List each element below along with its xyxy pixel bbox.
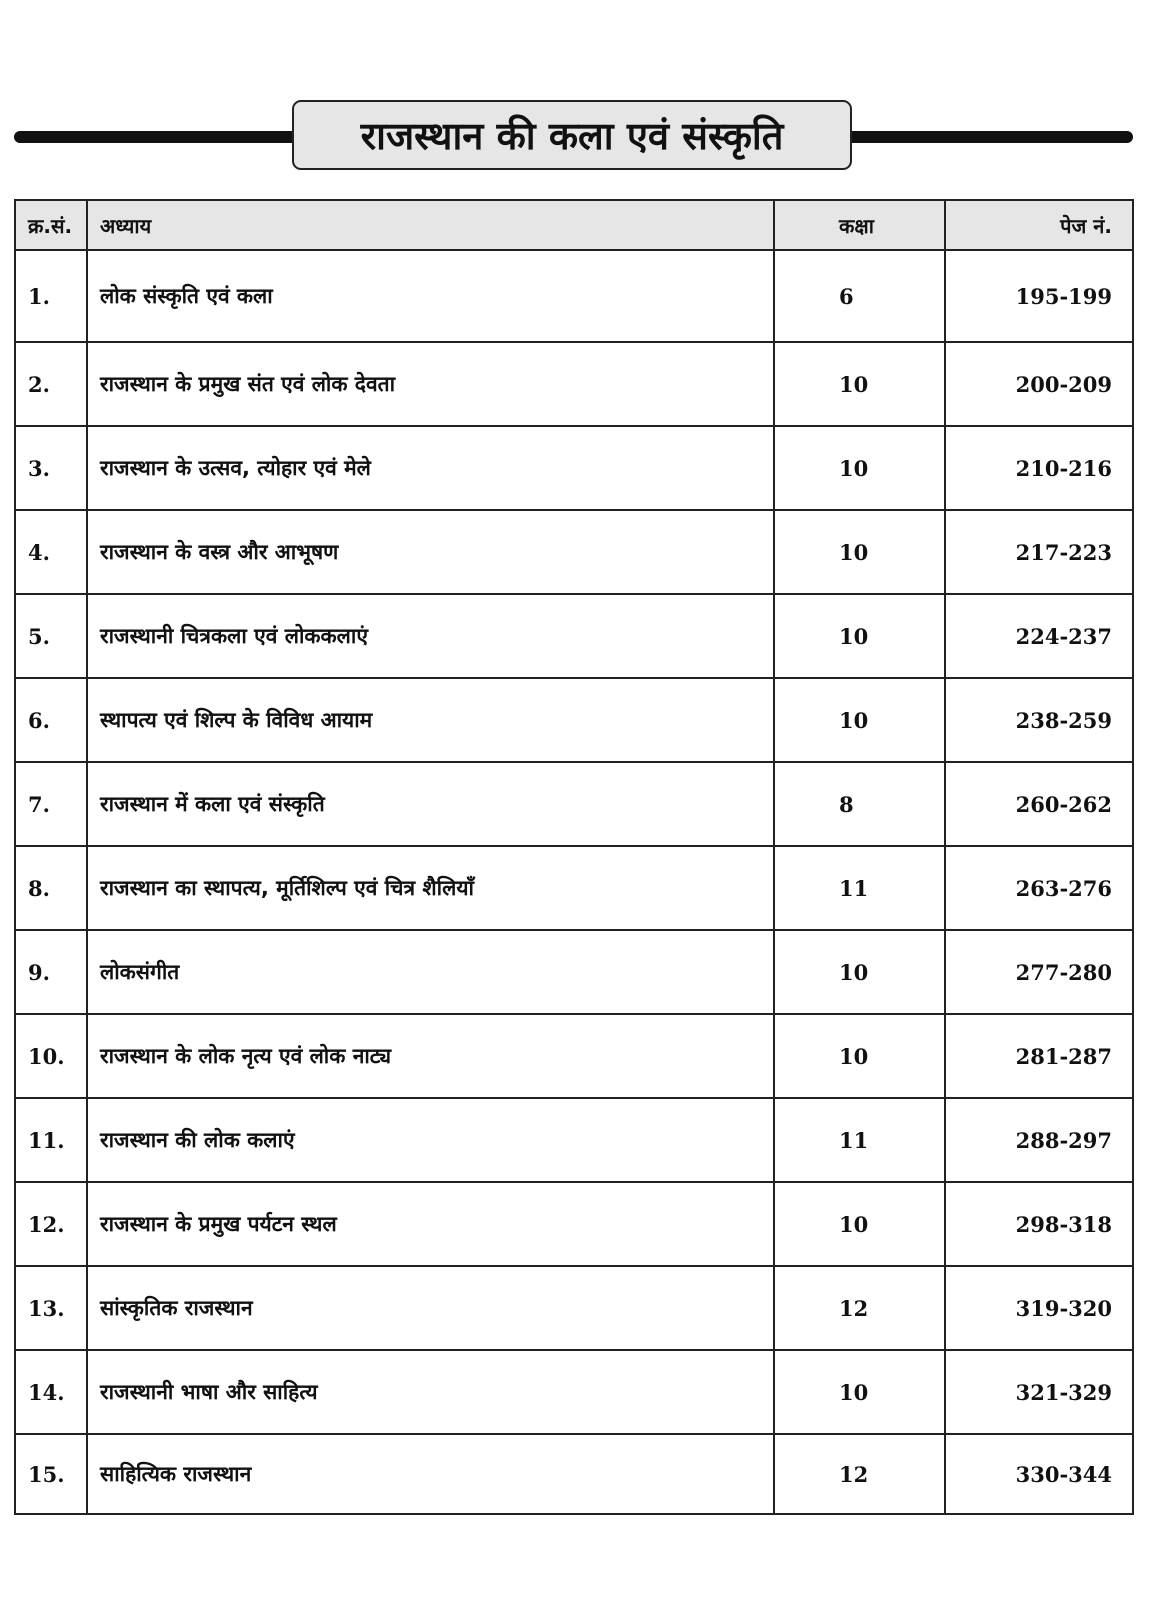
table-row: [15, 426, 1133, 510]
row-serial: 8.: [15, 846, 87, 930]
header-class: कक्षा: [774, 200, 945, 250]
row-serial: 11.: [15, 1098, 87, 1182]
row-class: 10: [774, 594, 945, 678]
row-serial: 7.: [15, 762, 87, 846]
row-class: 12: [774, 1434, 945, 1514]
row-pages: 238-259: [945, 678, 1133, 762]
header-serial: क्र.सं.: [15, 200, 87, 250]
row-serial: 13.: [15, 1266, 87, 1350]
row-serial: 3.: [15, 426, 87, 510]
title-rule-right: [845, 131, 1133, 143]
row-chapter: राजस्थान में कला एवं संस्कृति: [87, 762, 774, 846]
header-page: पेज नं.: [945, 200, 1133, 250]
row-serial: 15.: [15, 1434, 87, 1514]
row-pages: 217-223: [945, 510, 1133, 594]
row-pages: 210-216: [945, 426, 1133, 510]
row-chapter: राजस्थानी चित्रकला एवं लोककलाएं: [87, 594, 774, 678]
row-class: 11: [774, 1098, 945, 1182]
row-pages: 224-237: [945, 594, 1133, 678]
row-pages: 288-297: [945, 1098, 1133, 1182]
row-serial: 9.: [15, 930, 87, 1014]
table-row: [15, 250, 1133, 342]
row-chapter: राजस्थान के लोक नृत्य एवं लोक नाट्य: [87, 1014, 774, 1098]
table-row: [15, 510, 1133, 594]
row-class: 10: [774, 510, 945, 594]
row-chapter: सांस्कृतिक राजस्थान: [87, 1266, 774, 1350]
row-class: 10: [774, 1182, 945, 1266]
row-pages: 277-280: [945, 930, 1133, 1014]
table-row: [15, 342, 1133, 426]
row-class: 10: [774, 342, 945, 426]
row-serial: 10.: [15, 1014, 87, 1098]
row-class: 11: [774, 846, 945, 930]
row-pages: 263-276: [945, 846, 1133, 930]
row-class: 10: [774, 930, 945, 1014]
row-serial: 6.: [15, 678, 87, 762]
row-serial: 2.: [15, 342, 87, 426]
title-box: [292, 100, 852, 170]
row-class: 6: [774, 250, 945, 342]
table-row: [15, 1434, 1133, 1514]
table-row: [15, 930, 1133, 1014]
row-chapter: राजस्थान के प्रमुख पर्यटन स्थल: [87, 1182, 774, 1266]
table-row: [15, 678, 1133, 762]
table-row: [15, 846, 1133, 930]
table-header-row: [15, 200, 1133, 250]
row-serial: 4.: [15, 510, 87, 594]
row-class: 12: [774, 1266, 945, 1350]
table-row: [15, 1098, 1133, 1182]
row-chapter: लोकसंगीत: [87, 930, 774, 1014]
table-row: [15, 762, 1133, 846]
row-chapter: राजस्थान का स्थापत्य, मूर्तिशिल्प एवं चित्र शैलियाँ: [87, 846, 774, 930]
row-pages: 321-329: [945, 1350, 1133, 1434]
row-class: 8: [774, 762, 945, 846]
title-rule-left: [14, 131, 304, 143]
row-pages: 200-209: [945, 342, 1133, 426]
row-chapter: राजस्थानी भाषा और साहित्य: [87, 1350, 774, 1434]
row-chapter: स्थापत्य एवं शिल्प के विविध आयाम: [87, 678, 774, 762]
row-serial: 5.: [15, 594, 87, 678]
header-chapter: अध्याय: [87, 200, 774, 250]
row-chapter: राजस्थान की लोक कलाएं: [87, 1098, 774, 1182]
table-row: [15, 1350, 1133, 1434]
table-row: [15, 1266, 1133, 1350]
row-pages: 298-318: [945, 1182, 1133, 1266]
row-class: 10: [774, 426, 945, 510]
row-serial: 1.: [15, 250, 87, 342]
row-pages: 260-262: [945, 762, 1133, 846]
row-chapter: राजस्थान के प्रमुख संत एवं लोक देवता: [87, 342, 774, 426]
row-class: 10: [774, 678, 945, 762]
row-chapter: लोक संस्कृति एवं कला: [87, 250, 774, 342]
row-pages: 330-344: [945, 1434, 1133, 1514]
row-pages: 319-320: [945, 1266, 1133, 1350]
row-chapter: साहित्यिक राजस्थान: [87, 1434, 774, 1514]
row-class: 10: [774, 1014, 945, 1098]
row-serial: 12.: [15, 1182, 87, 1266]
page-title: राजस्थान की कला एवं संस्कृति: [360, 114, 784, 158]
row-chapter: राजस्थान के वस्त्र और आभूषण: [87, 510, 774, 594]
row-chapter: राजस्थान के उत्सव, त्योहार एवं मेले: [87, 426, 774, 510]
row-class: 10: [774, 1350, 945, 1434]
row-pages: 195-199: [945, 250, 1133, 342]
row-serial: 14.: [15, 1350, 87, 1434]
table-row: [15, 1182, 1133, 1266]
table-row: [15, 594, 1133, 678]
row-pages: 281-287: [945, 1014, 1133, 1098]
contents-table: [14, 199, 1134, 1515]
table-row: [15, 1014, 1133, 1098]
